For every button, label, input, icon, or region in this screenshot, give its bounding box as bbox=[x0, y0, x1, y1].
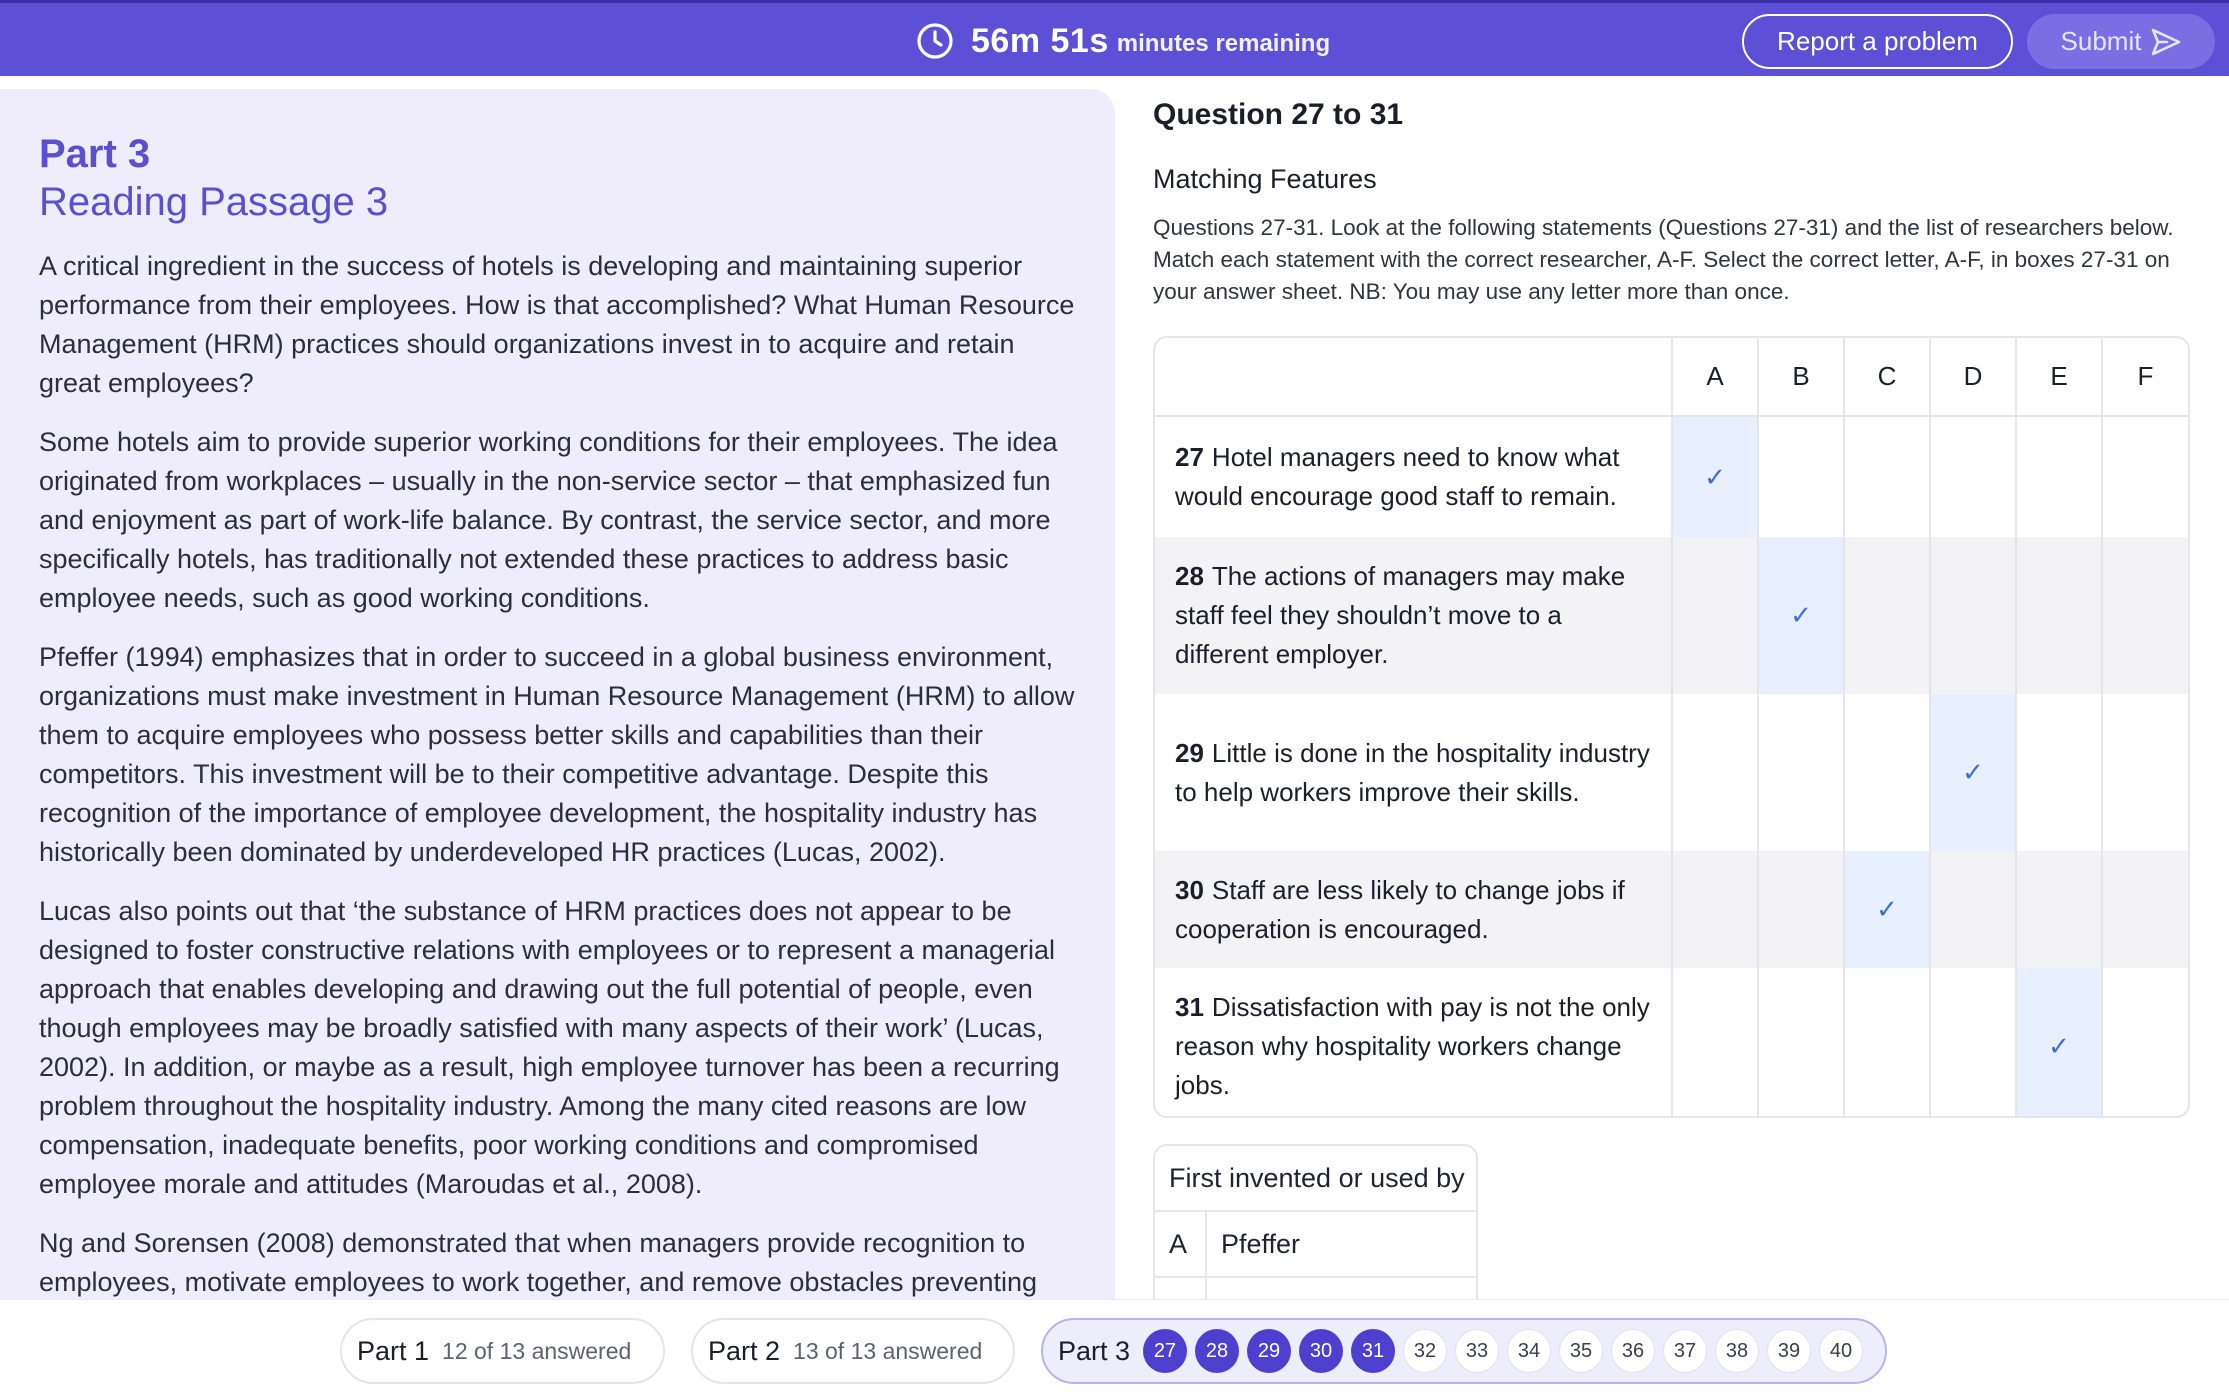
answer-cell-29-e[interactable] bbox=[2016, 694, 2102, 851]
question-statement bbox=[1155, 416, 1672, 537]
answer-cell-27-b[interactable] bbox=[1758, 416, 1844, 537]
answer-cell-28-b[interactable] bbox=[1758, 537, 1844, 694]
question-nav-34[interactable]: 34 bbox=[1507, 1329, 1551, 1373]
question-text: Hotel managers need to know what would encourage good staff to remain. bbox=[1175, 442, 1620, 511]
answer-cell-27-e[interactable] bbox=[2016, 416, 2102, 537]
answer-cell-28-a[interactable] bbox=[1672, 537, 1758, 694]
question-nav-39[interactable]: 39 bbox=[1767, 1329, 1811, 1373]
answer-cell-31-a[interactable] bbox=[1672, 968, 1758, 1118]
column-header-b: B bbox=[1758, 338, 1844, 416]
answer-cell-31-d[interactable] bbox=[1930, 968, 2016, 1118]
answer-cell-31-b[interactable] bbox=[1758, 968, 1844, 1118]
column-header-e: E bbox=[2016, 338, 2102, 416]
question-statement bbox=[1155, 694, 1672, 851]
question-number: 30 bbox=[1175, 874, 1204, 905]
question-row-30 bbox=[1155, 851, 2188, 968]
passage-paragraph: Some hotels aim to provide superior working conditions for their employees. The idea originated from workplaces – usually in the non-service sector – that emphasized fun and enjoyment as part of work-life balance. By contrast, the service sector, and more specifically hotels, has traditionally not extended these practices to address basic employee needs, such as good working conditions. bbox=[39, 427, 1058, 613]
column-header-c: C bbox=[1844, 338, 1930, 416]
question-row-29 bbox=[1155, 694, 2188, 851]
researcher-item bbox=[1155, 1212, 1476, 1278]
researcher-name: Pfeffer bbox=[1221, 1228, 1301, 1259]
question-nav-30[interactable]: 30 bbox=[1299, 1329, 1343, 1373]
submit-label: Submit bbox=[2060, 26, 2142, 56]
question-nav-28[interactable]: 28 bbox=[1195, 1329, 1239, 1373]
part-2-nav[interactable] bbox=[691, 1318, 1015, 1384]
answer-cell-28-f[interactable] bbox=[2102, 537, 2188, 694]
question-number: 27 bbox=[1175, 442, 1204, 472]
part-answered-count: 13 of 13 answered bbox=[793, 1337, 983, 1364]
researcher-letter: A bbox=[1155, 1212, 1207, 1276]
question-statement bbox=[1155, 537, 1672, 694]
question-text: The actions of managers may make staff feel they shouldn’t move to a different employer. bbox=[1175, 561, 1626, 669]
answer-cell-28-c[interactable] bbox=[1844, 537, 1930, 694]
part-name: Part 3 bbox=[1058, 1335, 1131, 1366]
passage-title: Reading Passage 3 bbox=[39, 180, 389, 224]
question-nav-40[interactable]: 40 bbox=[1819, 1329, 1863, 1373]
answer-cell-28-e[interactable] bbox=[2016, 537, 2102, 694]
part-title: Part 3 bbox=[39, 132, 151, 176]
answer-cell-30-b[interactable] bbox=[1758, 851, 1844, 968]
question-text: Little is done in the hospitality industry to help workers improve their skills. bbox=[1175, 737, 1650, 807]
answer-cell-29-f[interactable] bbox=[2102, 694, 2188, 851]
part-3-nav[interactable] bbox=[1041, 1318, 1887, 1384]
check-icon: ✓ bbox=[1962, 757, 1984, 787]
answer-cell-27-f[interactable] bbox=[2102, 416, 2188, 537]
check-icon: ✓ bbox=[1876, 894, 1898, 924]
question-area bbox=[1153, 89, 2193, 308]
answer-cell-31-f[interactable] bbox=[2102, 968, 2188, 1118]
timer-suffix: minutes remaining bbox=[1116, 30, 1331, 57]
top-bar bbox=[0, 0, 2229, 76]
question-nav-38[interactable]: 38 bbox=[1715, 1329, 1759, 1373]
question-row-28 bbox=[1155, 537, 2188, 694]
column-header-a: A bbox=[1672, 338, 1758, 416]
answer-cell-30-d[interactable] bbox=[1930, 851, 2016, 968]
question-nav-33[interactable]: 33 bbox=[1455, 1329, 1499, 1373]
report-problem-button[interactable] bbox=[1742, 14, 2013, 69]
question-number: 31 bbox=[1175, 992, 1204, 1022]
answer-cell-31-c[interactable] bbox=[1844, 968, 1930, 1118]
part-name: Part 2 bbox=[708, 1335, 781, 1366]
clock-icon bbox=[916, 22, 954, 60]
answer-cell-29-d[interactable] bbox=[1930, 694, 2016, 851]
passage-paragraph: Pfeffer (1994) emphasizes that in order to succeed in a global business environment, organizations must make investment in Human Resource Management (HRM) to allow them to acquire employees who possess better skills and capabilities than their competitors. This investment will be to their competitive advantage. Despite this recognition of the importance of employee development, the hospitality industry has historically been dominated by underdeveloped HR practices (Lucas, 2002). bbox=[39, 642, 1075, 867]
question-text: Staff are less likely to change jobs if cooperation is encouraged. bbox=[1175, 874, 1625, 944]
part-name: Part 1 bbox=[357, 1335, 430, 1366]
question-number-list bbox=[1143, 1329, 1871, 1373]
question-nav-29[interactable]: 29 bbox=[1247, 1329, 1291, 1373]
send-icon bbox=[2151, 28, 2181, 56]
question-text: Dissatisfaction with pay is not the only reason why hospitality workers change jobs. bbox=[1175, 992, 1650, 1100]
answer-cell-27-c[interactable] bbox=[1844, 416, 1930, 537]
answer-cell-29-a[interactable] bbox=[1672, 694, 1758, 851]
report-problem-label: Report a problem bbox=[1777, 26, 1978, 56]
check-icon: ✓ bbox=[1790, 600, 1812, 630]
question-number: 28 bbox=[1175, 561, 1204, 591]
passage-paragraph: Ng and Sorensen (2008) demonstrated that when managers provide recognition to employees, motivate employees to work together, and remove obstacles preventing bbox=[39, 1228, 1038, 1297]
question-instructions: Questions 27-31. Look at the following statements (Questions 27-31) and the list of researchers below. Match each statement with the correct researcher, A-F. Select the correct letter, A-F, in boxes 27-31 on your answer sheet. NB: You may use any letter more than once. bbox=[1153, 215, 2174, 304]
question-statement bbox=[1155, 968, 1672, 1118]
answer-cell-28-d[interactable] bbox=[1930, 537, 2016, 694]
question-nav-37[interactable]: 37 bbox=[1663, 1329, 1707, 1373]
column-header-f: F bbox=[2102, 338, 2188, 416]
reading-passage-panel[interactable] bbox=[0, 89, 1115, 1301]
part-answered-count: 12 of 13 answered bbox=[442, 1337, 632, 1364]
answer-cell-30-c[interactable] bbox=[1844, 851, 1930, 968]
question-nav-36[interactable]: 36 bbox=[1611, 1329, 1655, 1373]
part-1-nav[interactable] bbox=[340, 1318, 665, 1384]
question-nav-31[interactable]: 31 bbox=[1351, 1329, 1395, 1373]
answer-cell-27-d[interactable] bbox=[1930, 416, 2016, 537]
question-type: Matching Features bbox=[1153, 164, 1377, 194]
answer-cell-30-a[interactable] bbox=[1672, 851, 1758, 968]
question-row-27 bbox=[1155, 416, 2188, 537]
question-statement bbox=[1155, 851, 1672, 968]
answer-cell-29-b[interactable] bbox=[1758, 694, 1844, 851]
answer-cell-31-e[interactable] bbox=[2016, 968, 2102, 1118]
check-icon: ✓ bbox=[1704, 461, 1726, 492]
answer-cell-30-e[interactable] bbox=[2016, 851, 2102, 968]
timer-value: 56m 51s bbox=[971, 21, 1109, 60]
question-nav-35[interactable]: 35 bbox=[1559, 1329, 1603, 1373]
question-range-heading: Question 27 to 31 bbox=[1153, 98, 1404, 131]
column-header-d: D bbox=[1930, 338, 2016, 416]
grid-header-row bbox=[1155, 338, 2188, 416]
timer bbox=[916, 17, 1330, 65]
submit-button[interactable] bbox=[2027, 14, 2215, 69]
grid-header-blank bbox=[1155, 338, 1672, 416]
question-number: 29 bbox=[1175, 737, 1204, 768]
matching-grid bbox=[1153, 336, 2190, 1118]
researcher-list-heading: First invented or used by bbox=[1155, 1146, 1476, 1212]
question-nav-32[interactable]: 32 bbox=[1403, 1329, 1447, 1373]
bottom-navigation bbox=[0, 1299, 2229, 1400]
answer-cell-30-f[interactable] bbox=[2102, 851, 2188, 968]
researcher-list bbox=[1153, 1144, 1478, 1304]
question-nav-27[interactable]: 27 bbox=[1143, 1329, 1187, 1373]
passage-paragraph: Lucas also points out that ‘the substance of HRM practices does not appear to be designed to foster constructive relations with employees or to represent a managerial approach that enables developing and drawing out the full potential of people, even though employees may be broadly satisfied with many aspects of their work’ (Lucas, 2002). In addition, or maybe as a result, high employee turnover has been a recurring problem throughout the hospitality industry. Among the many cited reasons are low compensation, inadequate benefits, poor working conditions and compromised employee morale and attitudes (Maroudas et al., 2008). bbox=[39, 896, 1060, 1199]
question-row-31 bbox=[1155, 968, 2188, 1118]
answer-cell-27-a[interactable] bbox=[1672, 416, 1758, 537]
answer-cell-29-c[interactable] bbox=[1844, 694, 1930, 851]
passage-paragraph: A critical ingredient in the success of hotels is developing and maintaining superior performance from their employees. How is that accomplished? What Human Resource Management (HRM) practices should organizations invest in to acquire and retain great employees? bbox=[39, 251, 1075, 398]
check-icon: ✓ bbox=[2048, 1031, 2070, 1061]
